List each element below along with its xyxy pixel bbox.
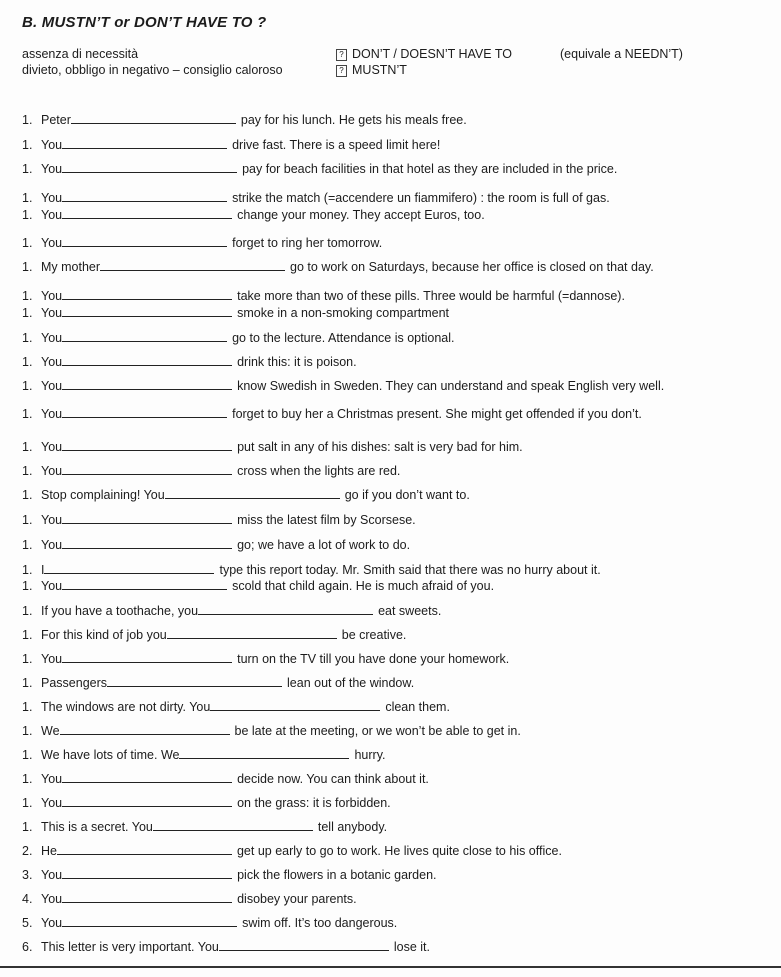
exercise-continuation: take more than two of these pills. Three would be harmful (=dannose). [237,289,625,303]
answer-blank[interactable] [62,512,232,524]
exercise-number: 1. [22,700,33,714]
page-title: B. MUSTN’T or DON’T HAVE TO ? [22,14,267,31]
exercise-subject: You [41,191,63,205]
answer-blank[interactable] [62,207,232,219]
exercise-item [22,330,454,344]
exercise-item [22,843,562,857]
exercise-subject: You [41,331,63,345]
answer-blank[interactable] [62,891,232,903]
exercise-continuation: smoke in a non-smoking compartment [237,306,449,320]
answer-blank[interactable] [62,439,232,451]
answer-blank[interactable] [100,259,285,271]
exercise-subject: I [41,563,45,577]
question-box-icon: ? [336,65,347,77]
exercise-item [22,512,416,526]
exercise-continuation: forget to buy her a Christmas present. She might get offended if you don’t. [232,407,642,421]
answer-blank[interactable] [210,699,380,711]
exercise-number: 1. [22,488,33,502]
exercise-item [22,939,430,953]
exercise-continuation: on the grass: it is forbidden. [237,796,391,810]
exercise-continuation: clean them. [385,700,450,714]
exercise-subject: He [41,844,57,858]
exercise-subject: You [41,579,63,593]
exercise-item [22,562,601,576]
legend-description: divieto, obbligo in negativo – consiglio caloroso [22,63,283,77]
exercise-number: 1. [22,604,33,618]
answer-blank[interactable] [62,378,232,390]
answer-blank[interactable] [62,771,232,783]
legend-description: assenza di necessità [22,47,139,61]
exercise-continuation: type this report today. Mr. Smith said that there was no hurry about it. [219,563,601,577]
answer-blank[interactable] [62,354,232,366]
answer-blank[interactable] [107,675,282,687]
exercise-continuation: turn on the TV till you have done your homework. [237,652,510,666]
exercise-number: 1. [22,162,33,176]
exercise-continuation: pay for beach facilities in that hotel as they are included in the price. [242,162,618,176]
exercise-continuation: put salt in any of his dishes: salt is very bad for him. [237,440,523,454]
exercise-subject: This is a secret. You [41,820,153,834]
exercise-continuation: pick the flowers in a botanic garden. [237,868,437,882]
answer-blank[interactable] [62,651,232,663]
exercise-number: 2. [22,844,33,858]
exercise-number: 1. [22,538,33,552]
exercise-subject: You [41,916,63,930]
exercise-item [22,747,386,761]
exercise-continuation: miss the latest film by Scorsese. [237,513,416,527]
exercise-number: 1. [22,289,33,303]
answer-blank[interactable] [165,487,340,499]
exercise-number: 1. [22,138,33,152]
exercise-item [22,867,437,881]
answer-blank[interactable] [62,235,227,247]
exercise-subject: Peter [41,113,71,127]
exercise-number: 1. [22,748,33,762]
exercise-item [22,891,357,905]
exercise-item [22,235,382,249]
exercise-continuation: go to the lecture. Attendance is optional. [232,331,455,345]
answer-blank[interactable] [62,578,227,590]
exercise-item [22,161,617,175]
exercise-number: 6. [22,940,33,954]
exercise-item [22,439,523,453]
exercise-subject: You [41,440,63,454]
answer-blank[interactable] [62,161,237,173]
answer-blank[interactable] [62,330,227,342]
exercise-item [22,406,642,420]
exercise-item [22,795,391,809]
exercise-number: 5. [22,916,33,930]
exercise-item [22,137,440,151]
exercise-number: 3. [22,868,33,882]
exercise-number: 1. [22,652,33,666]
exercise-subject: We [41,724,60,738]
exercise-number: 1. [22,772,33,786]
exercise-number: 4. [22,892,33,906]
exercise-item [22,190,610,204]
exercise-number: 1. [22,331,33,345]
exercise-subject: You [41,464,63,478]
exercise-number: 1. [22,628,33,642]
exercise-item [22,288,625,302]
exercise-item [22,578,494,592]
exercise-continuation: be late at the meeting, or we won’t be able to get in. [234,724,521,738]
exercise-continuation: decide now. You can think about it. [237,772,429,786]
exercise-number: 1. [22,407,33,421]
exercise-item [22,305,449,319]
answer-blank[interactable] [62,463,232,475]
exercise-item [22,378,664,392]
exercise-continuation: know Swedish in Sweden. They can understand and speak English very well. [237,379,665,393]
exercise-item [22,463,400,477]
exercise-item [22,819,387,833]
exercise-number: 1. [22,379,33,393]
exercise-number: 1. [22,464,33,478]
exercise-subject: You [41,236,63,250]
exercise-number: 1. [22,355,33,369]
exercise-number: 1. [22,306,33,320]
exercise-number: 1. [22,440,33,454]
answer-blank[interactable] [62,867,232,879]
exercise-item [22,651,509,665]
answer-blank[interactable] [167,627,337,639]
exercise-item [22,112,467,126]
answer-blank[interactable] [219,939,389,951]
answer-blank[interactable] [57,843,232,855]
exercise-item [22,259,654,273]
answer-blank[interactable] [62,137,227,149]
exercise-continuation: scold that child again. He is much afraid of you. [232,579,495,593]
exercise-subject: You [41,868,63,882]
exercise-item [22,207,485,221]
exercise-subject: For this kind of job you [41,628,167,642]
exercise-item [22,487,470,501]
exercise-continuation: go if you don’t want to. [344,488,470,502]
exercise-subject: If you have a toothache, you [41,604,199,618]
answer-blank[interactable] [60,723,230,735]
exercise-subject: You [41,379,63,393]
exercise-number: 1. [22,796,33,810]
answer-blank[interactable] [62,406,227,418]
exercise-continuation: tell anybody. [317,820,388,834]
answer-blank[interactable] [62,795,232,807]
bottom-divider [0,966,781,968]
exercise-continuation: go to work on Saturdays, because her office is closed on that day. [290,260,654,274]
exercise-number: 1. [22,579,33,593]
answer-blank[interactable] [62,305,232,317]
exercise-subject: You [41,796,63,810]
exercise-continuation: drive fast. There is a speed limit here! [232,138,441,152]
exercise-subject: You [41,538,63,552]
answer-blank[interactable] [179,747,349,759]
exercise-subject: This letter is very important. You [41,940,219,954]
answer-blank[interactable] [62,537,232,549]
exercise-continuation: cross when the lights are red. [237,464,401,478]
legend-term: MUSTN’T [352,63,407,77]
exercise-subject: You [41,892,63,906]
exercise-number: 1. [22,676,33,690]
exercise-subject: You [41,652,63,666]
legend-term: DON’T / DOESN’T HAVE TO [352,47,512,61]
exercise-continuation: be creative. [341,628,407,642]
exercise-number: 1. [22,236,33,250]
exercise-number: 1. [22,260,33,274]
exercise-subject: You [41,306,63,320]
answer-blank[interactable] [198,603,373,615]
exercise-continuation: get up early to go to work. He lives quite close to his office. [236,844,562,858]
exercise-subject: The windows are not dirty. You [41,700,211,714]
exercise-continuation: strike the match (=accendere un fiammifero) : the room is full of gas. [232,191,610,205]
exercise-continuation: eat sweets. [378,604,442,618]
exercise-number: 1. [22,724,33,738]
exercise-continuation: lose it. [393,940,430,954]
exercise-item [22,771,429,785]
exercise-subject: You [41,772,63,786]
exercise-subject: You [41,162,63,176]
exercise-subject: My mother [41,260,101,274]
legend-note: (equivale a NEEDN’T) [560,47,683,61]
exercise-item [22,915,397,929]
exercise-number: 1. [22,208,33,222]
exercise-item [22,603,441,617]
exercise-number: 1. [22,113,33,127]
answer-blank[interactable] [44,562,214,574]
exercise-continuation: go; we have a lot of work to do. [237,538,411,552]
question-box-icon: ? [336,49,347,61]
exercise-subject: We have lots of time. We [41,748,180,762]
exercise-continuation: swim off. It’s too dangerous. [242,916,398,930]
exercise-continuation: pay for his lunch. He gets his meals free. [240,113,467,127]
answer-blank[interactable] [62,190,227,202]
exercise-subject: You [41,208,63,222]
exercise-continuation: disobey your parents. [237,892,357,906]
exercise-subject: Passengers [41,676,108,690]
exercise-continuation: lean out of the window. [287,676,415,690]
answer-blank[interactable] [153,819,313,831]
exercise-item [22,723,521,737]
legend-row-no-necessity [22,47,138,61]
exercise-subject: You [41,355,63,369]
exercise-number: 1. [22,820,33,834]
exercise-number: 1. [22,191,33,205]
exercise-continuation: change your money. They accept Euros, too. [237,208,485,222]
exercise-continuation: drink this: it is poison. [237,355,357,369]
exercise-continuation: hurry. [354,748,386,762]
answer-blank[interactable] [71,112,236,124]
exercise-subject: You [41,407,63,421]
exercise-item [22,675,414,689]
exercise-subject: Stop complaining! You [41,488,165,502]
exercise-item [22,627,406,641]
exercise-subject: You [41,513,63,527]
answer-blank[interactable] [62,915,237,927]
exercise-number: 1. [22,513,33,527]
exercise-item [22,537,410,551]
answer-blank[interactable] [62,288,232,300]
exercise-subject: You [41,138,63,152]
legend-row-prohibition [22,63,283,77]
exercise-item [22,354,357,368]
exercise-number: 1. [22,563,33,577]
exercise-item [22,699,450,713]
exercise-continuation: forget to ring her tomorrow. [232,236,383,250]
exercise-subject: You [41,289,63,303]
